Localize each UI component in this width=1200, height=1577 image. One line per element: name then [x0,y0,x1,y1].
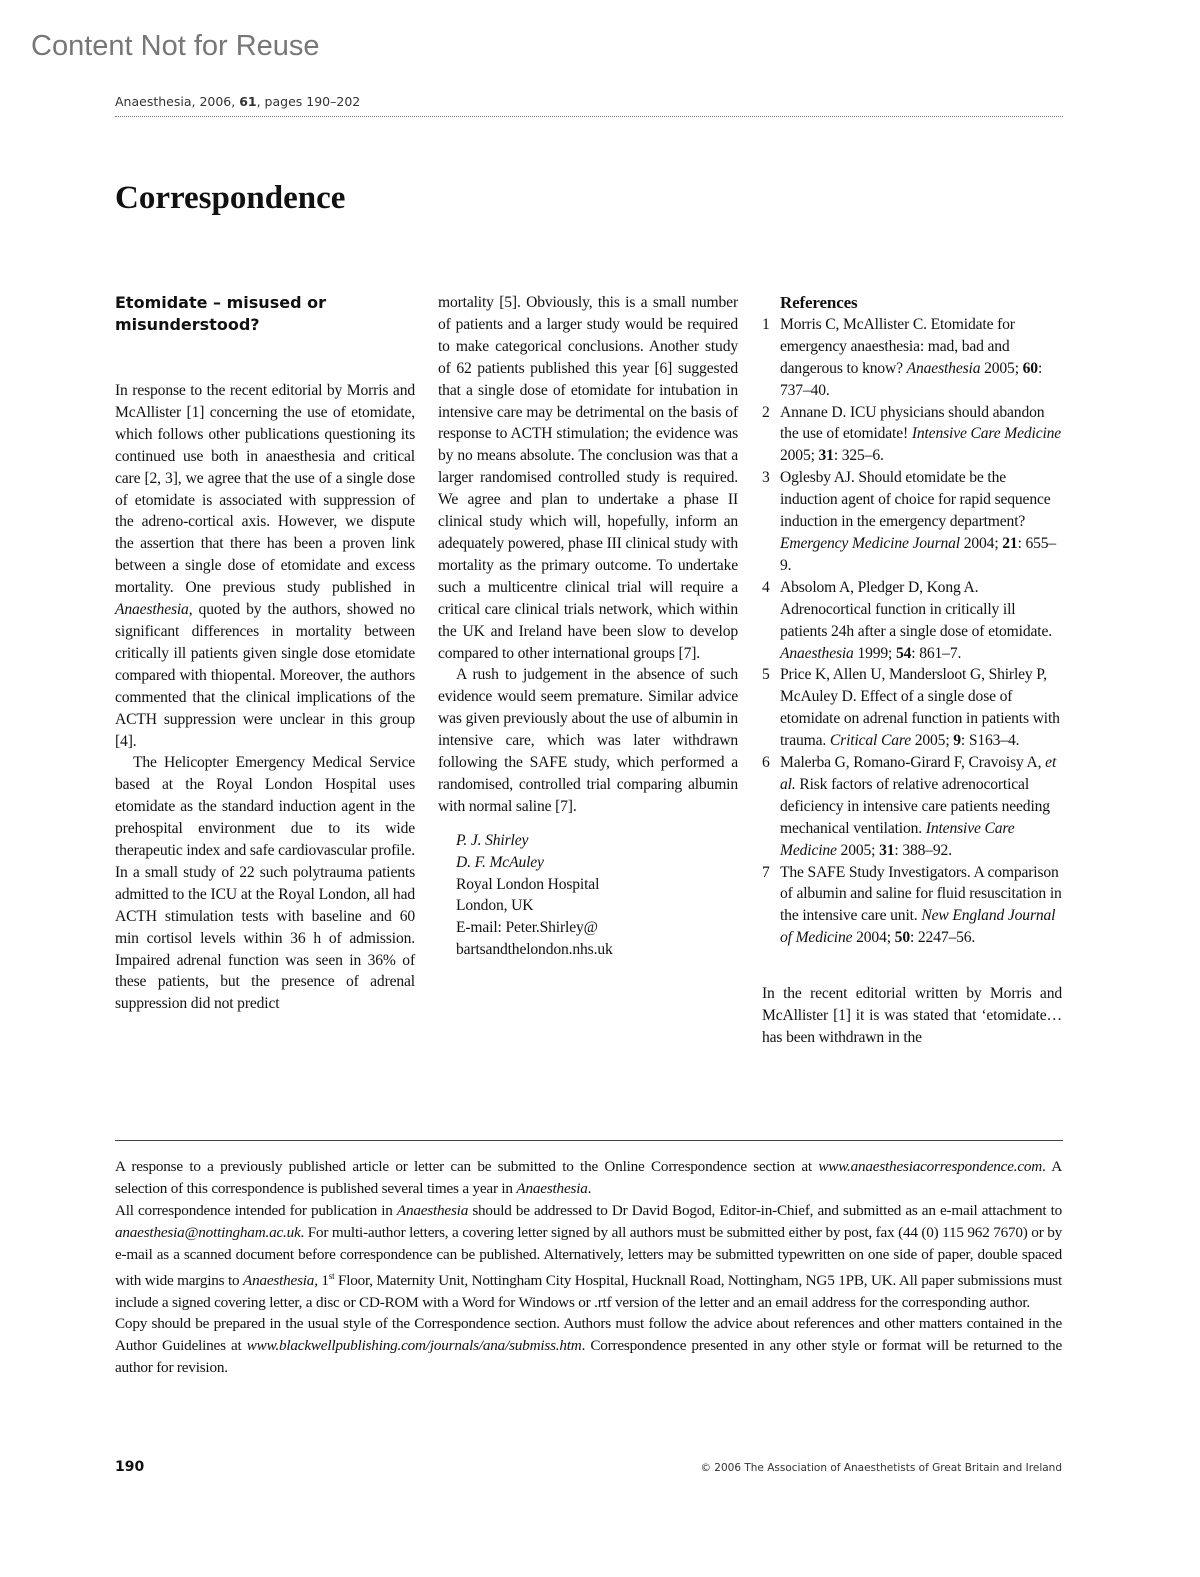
letter-title: Etomidate – misused or misunderstood? [115,293,326,334]
italic-text: et al. [780,754,1057,793]
paragraph [438,292,738,664]
affiliation: London, UK [456,897,534,915]
text-run: 2005; [836,841,880,859]
text-run: Oglesby AJ. Should etomidate be the induction agent of choice for rapid sequence induction in the emergency department? [780,469,1051,531]
paragraph [438,664,738,817]
reference-number: 2 [762,403,770,421]
text-run: Copy should be prepared in the usual style of the Correspondence section. Authors must follow the advice about references and other matters contained in the Author Guidelines at [115,1315,1062,1355]
signature-block [438,830,738,961]
reference-text [780,752,1062,862]
paragraph [115,752,415,1015]
affiliation: Royal London Hospital [456,875,600,893]
text-run: : 655–9. [780,534,1057,574]
text-run: 2004; [959,534,1003,552]
reference-number: 1 [762,315,770,333]
italic-text: anaesthesia@nottingham.ac.uk [115,1223,301,1241]
text-run: . [587,1179,592,1197]
reference-number: 5 [762,666,770,684]
text-run: Anaesthesia, 2006, [115,94,240,109]
italic-text: Anaesthesia [396,1201,469,1219]
text-run: : 388–92. [894,841,952,859]
bold-text: 31 [818,447,834,465]
next-letter-paragraph: In the recent editorial written by Morris and McAllister [1] it is was stated that ‘etomidate…has been withdrawn in the [762,985,1062,1046]
text-run: The Helicopter Emergency Medical Service based at the Royal London Hospital uses etomidate as the standard induction agent in the prehospital environment due to its wide therapeutic index and safe cardiovascular profile. In a small study of 22 such polytrauma patients admitted to the ICU at the Royal London, all had ACTH stimulation tests with baseline and 60 min cortisol levels within 36 h of admission. Impaired adrenal function was seen in 36% of these patients, but the presence of adrenal suppression did not predict [115,754,415,1013]
text-run: 2004; [852,929,895,947]
reference-text [780,577,1062,665]
reference-number: 4 [762,578,770,596]
column-1 [115,292,415,1015]
bold-text: 60 [1022,359,1038,377]
column-3 [762,292,1062,1049]
reference-number: 7 [762,863,770,881]
text-run: 1999; [853,644,896,662]
italic-text: Intensive Care Medicine [911,425,1062,443]
text-run: . For multi-author letters, a covering letter signed by all authors must be submitted either by post, fax (44 (0) 115 962 7670) or by e-mail as a scanned document before correspondence can be published. Alternatively, letters may be submitted typewritten on one side of paper, double spaced with wide margins to [115,1223,1062,1289]
reference-number: 3 [762,469,770,487]
reference-item [762,752,1062,862]
text-run: should be addressed to Dr David Bogod, Editor-in-Chief, and submitted as an e-mail attachment to [468,1201,1062,1219]
reference-text [780,467,1062,577]
email-line[interactable]: bartsandthelondon.nhs.uk [456,941,613,959]
email-line[interactable]: E-mail: Peter.Shirley@ [456,919,598,937]
text-run: In response to the recent editorial by Morris and McAllister [1] concerning the use of etomidate, which follows other publications questioning its continued use both in anaesthesia and critical care [2, 3], we agree that the use of a single dose of etomidate is associated with suppression of the adreno-cortical axis. However, we dispute the assertion that there has been a proven link between a single dose of etomidate and excess mortality. One previous study published in [115,382,415,597]
text-run: Risk factors of relative adrenocortical deficiency in intensive care patients needing mechanical ventilation. [780,775,1050,837]
submission-notice [115,1156,1062,1379]
footer-rule [115,1140,1063,1141]
italic-text: New England Journal of Medicine [780,907,1056,947]
italic-text: www.anaesthesiacorrespondence.com [818,1158,1043,1175]
reference-item [762,862,1062,950]
reference-item [762,314,1062,402]
text-run: 2005; [910,732,954,750]
italic-text: Anaesthesia [243,1271,315,1289]
text-run: , 1 [314,1271,329,1289]
text-run: : 861–7. [911,644,962,662]
reference-item [762,577,1062,665]
text-run: Annane D. ICU physicians should abandon the use of etomidate! [780,403,1045,443]
text-run: , quoted by the authors, showed no significant differences in mortality between critically ill patients given single dose etomidate compared with thiopental. Moreover, the authors commented that the clinical implications of the ACTH suppression were unclear in this group [4]. [115,601,415,750]
text-run: Absolom A, Pledger D, Kong A. Adrenocortical function in critically ill patients 24h after a single dose of etomidate. [780,578,1052,640]
paragraph [115,380,415,752]
italic-text: Emergency Medicine Journal [780,534,960,552]
column-2 [438,292,738,961]
text-run: mortality [5]. Obviously, this is a small number of patients and a larger study would be required to make categorical conclusions. Another study of 62 patients published this year [6] suggested that a single dose of etomidate for intubation in intensive care may be detrimental on the basis of response to ACTH stimulation; the evidence was by no means absolute. The conclusion was that a larger randomised controlled study is required. We agree and plan to undertake a phase II clinical study which will, hopefully, inform an adequately powered, phase III clinical study with mortality as the primary outcome. To undertake such a multicentre clinical trial will require a critical care clinical trials network, which within the UK and Ireland have been slow to develop compared to other international groups [7]. [438,294,738,662]
notice-paragraph [115,1156,1062,1200]
italic-text: www.blackwellpublishing.com/journals/ana/submiss.htm [246,1337,582,1355]
section-title: Correspondence [115,180,346,216]
notice-paragraph [115,1200,1062,1314]
italic-text: Intensive Care Medicine [780,819,1015,859]
reference-number: 6 [762,754,770,772]
text-run: 2005; [980,359,1023,377]
bold-text: 9 [953,732,961,750]
text-run: 2005; [780,447,819,465]
text-run: Morris C, McAllister C. Etomidate for emergency anaesthesia: mad, bad and dangerous to know? [780,315,1015,377]
italic-text: Critical Care [829,732,911,750]
references-heading: References [780,293,858,312]
running-head [115,94,360,109]
copyright: © 2006 The Association of Anaesthetists of Great Britain and Ireland [700,1462,1062,1474]
reference-text [780,314,1062,402]
italic-text: Anaesthesia [906,359,981,377]
bold-text: 31 [879,841,895,859]
text-run: A response to a previously published article or letter can be submitted to the Online Correspondence section at [115,1158,819,1175]
watermark: Content Not for Reuse [31,30,320,62]
text-run: A rush to judgement in the absence of such evidence would seem premature. Similar advice was given previously about the use of albumin in intensive care, which was later withdrawn following the SAFE study, which performed a randomised, controlled trial comparing albumin with normal saline [7]. [438,666,738,815]
italic-text: Anaesthesia [516,1179,588,1197]
reference-item [762,664,1062,752]
reference-text [780,664,1062,752]
text-run: : S163–4. [960,732,1020,750]
header-divider [115,116,1063,117]
references-list [762,314,1062,949]
reference-text [780,402,1062,468]
text-run: : 325–6. [833,447,884,465]
italic-text: Anaesthesia [115,601,189,619]
bold-text: 61 [239,94,257,109]
text-run: Malerba G, Romano-Girard F, Cravoisy A, [780,754,1046,772]
italic-text: Anaesthesia [780,644,854,662]
bold-text: 21 [1002,534,1018,552]
page-number: 190 [115,1459,145,1475]
text-run: Price K, Allen U, Mandersloot G, Shirley P, McAuley D. Effect of a single dose of etomidate on adrenal function in patients with trauma. [780,666,1060,750]
bold-text: 50 [894,929,910,947]
text-run: . Correspondence presented in any other style or format will be returned to the author for revision. [115,1337,1062,1377]
author-name: P. J. Shirley [456,831,529,849]
text-run: : 737–40. [780,359,1043,399]
text-run: : 2247–56. [909,929,976,947]
text-run: The SAFE Study Investigators. A comparison of albumin and saline for fluid resuscitation in the intensive care unit. [780,863,1062,925]
reference-item [762,467,1062,577]
notice-paragraph [115,1313,1062,1379]
text-run: Floor, Maternity Unit, Nottingham City Hospital, Hucknall Road, Nottingham, NG5 1PB, UK. All paper submissions must include a signed covering letter, a disc or CD-ROM with a Word for Windows or .rtf version of the letter and an email address for the corresponding author. [115,1271,1062,1311]
text-run: . A selection of this correspondence is published several times a year in [115,1158,1062,1197]
author-name: D. F. McAuley [456,853,544,871]
text-run: All correspondence intended for publication in [115,1201,397,1219]
reference-item [762,402,1062,468]
text-run: , pages 190–202 [256,94,361,109]
reference-text [780,862,1062,950]
text-run: st [328,1270,335,1281]
bold-text: 54 [896,644,912,662]
